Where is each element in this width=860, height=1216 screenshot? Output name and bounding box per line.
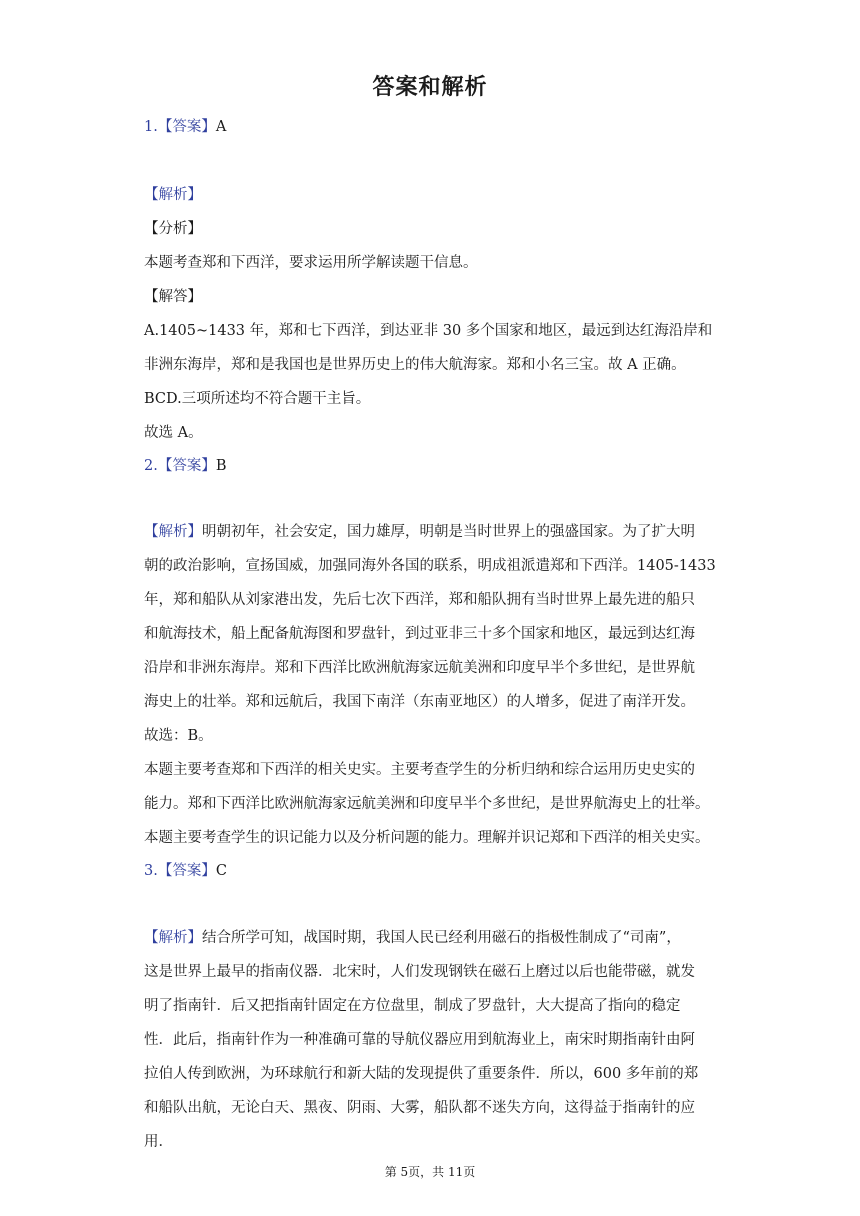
q3-number: 3.	[144, 863, 158, 879]
q2-analysis-line: 朝的政治影响，宣扬国威，加强同海外各国的联系，明成祖派遣郑和下西洋。1405-1433	[144, 558, 716, 574]
q2-analysis-line: 沿岸和非洲东海岸。郑和下西洋比欧洲航海家远航美洲和印度早半个多世纪，是世界航	[144, 660, 695, 676]
q2-choice-line: 故选：B。	[144, 728, 213, 744]
q1-jieda-line: BCD.三项所述均不符合题干主旨。	[144, 391, 371, 407]
q2-answer: B	[215, 458, 227, 474]
q3-analysis-line: 和船队出航，无论白天、黑夜、阴雨、大雾，船队都不迷失方向，这得益于指南针的应	[144, 1100, 695, 1116]
q2-analysis-first: 明朝初年，社会安定，国力雄厚，明朝是当时世界上的强盛国家。为了扩大明	[202, 524, 695, 540]
q1-answer-line	[144, 117, 226, 137]
q1-answer-tag: 【答案】	[157, 119, 216, 135]
q2-number: 2.	[144, 458, 158, 474]
q3-analysis-line: 拉伯人传到欧洲，为环球航行和新大陆的发现提供了重要条件．所以，600 多年前的郑	[144, 1066, 699, 1082]
q1-jieda-line: 非洲东海岸，郑和是我国也是世界历史上的伟大航海家。郑和小名三宝。故 A 正确。	[144, 357, 686, 373]
page-footer: 第 5页，共 11页	[384, 1165, 476, 1179]
q1-fenxi-tag: 【分析】	[144, 221, 202, 237]
q1-jieda-line: 故选 A。	[144, 425, 203, 441]
q2-answer-line	[144, 456, 227, 476]
q2-analysis-first-line	[144, 522, 695, 542]
q1-number: 1.	[144, 119, 158, 135]
q2-analysis-line: 和航海技术，船上配备航海图和罗盘针，到过亚非三十多个国家和地区，最远到达红海	[144, 626, 695, 642]
q3-answer: C	[215, 863, 227, 879]
q1-jieda-line: A.1405~1433 年，郑和七下西洋，到达亚非 30 多个国家和地区，最远到达红海沿岸和	[144, 323, 713, 339]
q2-summary-line: 能力。郑和下西洋比欧洲航海家远航美洲和印度早半个多世纪，是世界航海史上的壮举。	[144, 796, 710, 812]
q3-analysis-line: 这是世界上最早的指南仪器．北宋时，人们发现钢铁在磁石上磨过以后也能带磁，就发	[144, 964, 695, 980]
q2-analysis-line: 海史上的壮举。郑和远航后，我国下南洋（东南亚地区）的人增多，促进了南洋开发。	[144, 694, 695, 710]
q2-answer-tag: 【答案】	[157, 458, 216, 474]
q3-analysis-tag: 【解析】	[144, 930, 202, 946]
q3-analysis-line: 用．	[144, 1134, 173, 1150]
q1-fenxi-text: 本题考查郑和下西洋，要求运用所学解读题干信息。	[144, 255, 478, 271]
page-title: 答案和解析	[372, 75, 488, 100]
q1-jieda-tag: 【解答】	[144, 289, 202, 305]
q3-analysis-first-line	[144, 928, 681, 948]
q2-summary-line: 本题主要考查郑和下西洋的相关史实。主要考查学生的分析归纳和综合运用历史史实的	[144, 762, 695, 778]
q3-analysis-line: 明了指南针．后又把指南针固定在方位盘里，制成了罗盘针，大大提高了指向的稳定	[144, 998, 681, 1014]
q1-analysis-tag: 【解析】	[144, 187, 202, 203]
q2-analysis-line: 年，郑和船队从刘家港出发，先后七次下西洋，郑和船队拥有当时世界上最先进的船只	[144, 592, 695, 608]
q2-analysis-tag: 【解析】	[144, 524, 202, 540]
q3-analysis-first: 结合所学可知，战国时期，我国人民已经利用磁石的指极性制成了“司南”，	[202, 930, 681, 946]
q3-analysis-line: 性．此后，指南针作为一种准确可靠的导航仪器应用到航海业上，南宋时期指南针由阿	[144, 1032, 695, 1048]
q3-answer-tag: 【答案】	[157, 863, 216, 879]
q3-answer-line	[144, 861, 227, 881]
q1-answer: A	[215, 119, 227, 135]
q2-summary-line: 本题主要考查学生的识记能力以及分析问题的能力。理解并识记郑和下西洋的相关史实。	[144, 830, 710, 846]
